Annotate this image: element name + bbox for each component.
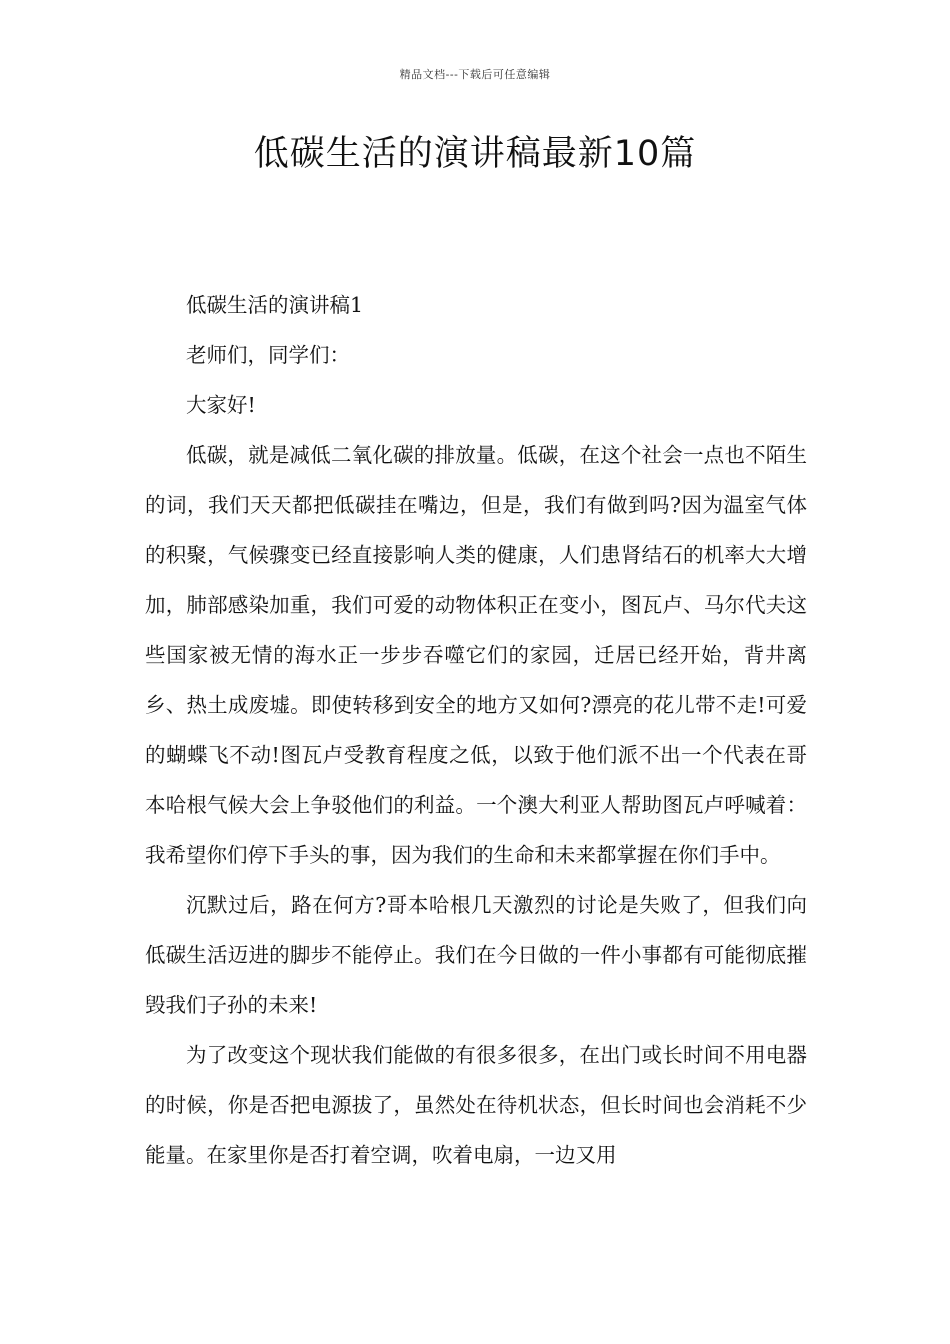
paragraph: 为了改变这个现状我们能做的有很多很多，在出门或长时间不用电器的时候，你是否把电源拔了，虽然处在待机状态，但长时间也会消耗不少能量。在家里你是否打着空调，吹着电扇，一边又用 (145, 1043, 807, 1167)
salutation: 老师们，同学们： (186, 343, 350, 367)
header-note: 精品文档---下载后可任意编辑 (399, 68, 551, 81)
document-title: 低碳生活的演讲稿最新10篇 (253, 134, 697, 174)
greeting: 大家好! (186, 393, 256, 417)
document-body (145, 280, 807, 1180)
paragraph: 沉默过后，路在何方?哥本哈根几天激烈的讨论是失败了，但我们向低碳生活迈进的脚步不能停止。我们在今日做的一件小事都有可能彻底摧毁我们子孙的未来! (145, 893, 807, 1017)
paragraph: 低碳，就是减低二氧化碳的排放量。低碳，在这个社会一点也不陌生的词，我们天天都把低碳挂在嘴边，但是，我们有做到吗?因为温室气体的积聚，气候骤变已经直接影响人类的健康，人们患肾结石的机率大大增加，肺部感染加重，我们可爱的动物体积正在变小，图瓦卢、马尔代夫这些国家被无情的海水正一步步吞噬它们的家园，迁居已经开始，背井离乡、热土成废墟。即使转移到安全的地方又如何?漂亮的花儿带不走!可爱的蝴蝶飞不动!图瓦卢受教育程度之低，以致于他们派不出一个代表在哥本哈根气候大会上争驳他们的利益。一个澳大利亚人帮助图瓦卢呼喊着：我希望你们停下手头的事，因为我们的生命和未来都掌握在你们手中。 (145, 443, 807, 867)
section-heading: 低碳生活的演讲稿1 (186, 293, 364, 317)
